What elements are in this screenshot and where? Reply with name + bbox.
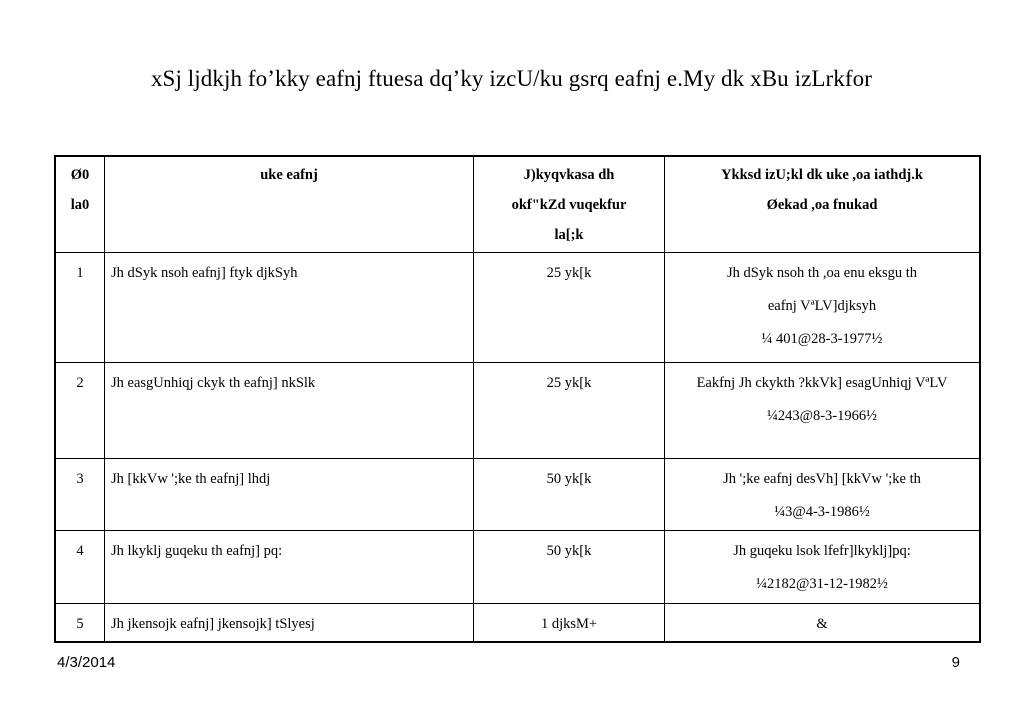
table-header-row [55,156,980,252]
cell-temple-name: Jh dSyk nsoh eafnj] ftyk djkSyh [105,252,474,362]
cell-serial: 1 [55,252,105,362]
cell-devotee-count: 25 yk[k [474,252,665,362]
cell-devotee-count: 50 yk[k [474,530,665,603]
cell-trust-line: eafnj VªLV]djksyh [767,297,877,314]
cell-devotee-count: 25 yk[k [474,362,665,458]
table-row [55,362,980,458]
header-serial-number [55,156,105,252]
cell-temple-name: Jh lkyklj guqeku th eafnj] pq: [105,530,474,603]
header-temple-name: uke eafnj [105,156,474,252]
cell-temple-name: Jh [kkVw ';ke th eafnj] lhdj [105,458,474,530]
cell-trust-line: ¼ 401@28-3-1977½ [761,330,883,347]
header-devotee-count [474,156,665,252]
cell-trust-line: ¼243@8-3-1966½ [766,407,877,424]
header-serial-line2: la0 [70,197,90,213]
cell-temple-name: Jh easgUnhiqj ckyk th eafnj] nkSlk [105,362,474,458]
table-row [55,603,980,642]
table-row [55,458,980,530]
table-row [55,252,980,362]
footer-page-number: 9 [951,654,960,671]
cell-trust-line: & [816,615,828,632]
cell-trust-line: Jh dSyk nsoh th ,oa enu eksgu th [726,264,918,281]
cell-serial: 5 [55,603,105,642]
cell-devotee-count: 50 yk[k [474,458,665,530]
slide-title: xSj ljdkjh fo’kky eafnj ftuesa dq’ky izcU/ku gsrq eafnj e.My dk xBu izLrkfor [150,66,873,91]
header-serial-line1: Ø0 [70,167,90,183]
cell-serial: 2 [55,362,105,458]
cell-devotee-count: 1 djksM+ [474,603,665,642]
cell-trust-line: ¼3@4-3-1986½ [774,503,870,520]
cell-trust-registration [665,252,981,362]
cell-trust-line: Jh guqeku lsok lfefr]lkyklj]pq: [733,542,911,559]
header-devotee-line3: la[;k [554,227,584,243]
header-trust-line2: Øekad ,oa fnukad [766,197,878,213]
cell-trust-line: ¼2182@31-12-1982½ [756,575,888,592]
cell-trust-registration [665,458,981,530]
footer-date: 4/3/2014 [57,654,116,671]
header-devotee-line2: okf"kZd vuqekfur [511,197,627,213]
cell-trust-registration [665,362,981,458]
cell-trust-registration [665,530,981,603]
cell-temple-name: Jh jkensojk eafnj] jkensojk] tSlyesj [105,603,474,642]
cell-trust-line: Eakfnj Jh ckykth ?kkVk] esagUnhiqj VªLV [696,374,948,391]
cell-serial: 3 [55,458,105,530]
header-trust-registration [665,156,981,252]
header-devotee-line1: J)kyqvkasa dh [523,167,615,183]
table-row [55,530,980,603]
cell-trust-registration [665,603,981,642]
cell-serial: 4 [55,530,105,603]
cell-trust-line: Jh ';ke eafnj desVh] [kkVw ';ke th [723,470,921,487]
temple-table [54,155,981,643]
header-trust-line1: Ykksd izU;kl dk uke ,oa iathdj.k [721,167,923,183]
